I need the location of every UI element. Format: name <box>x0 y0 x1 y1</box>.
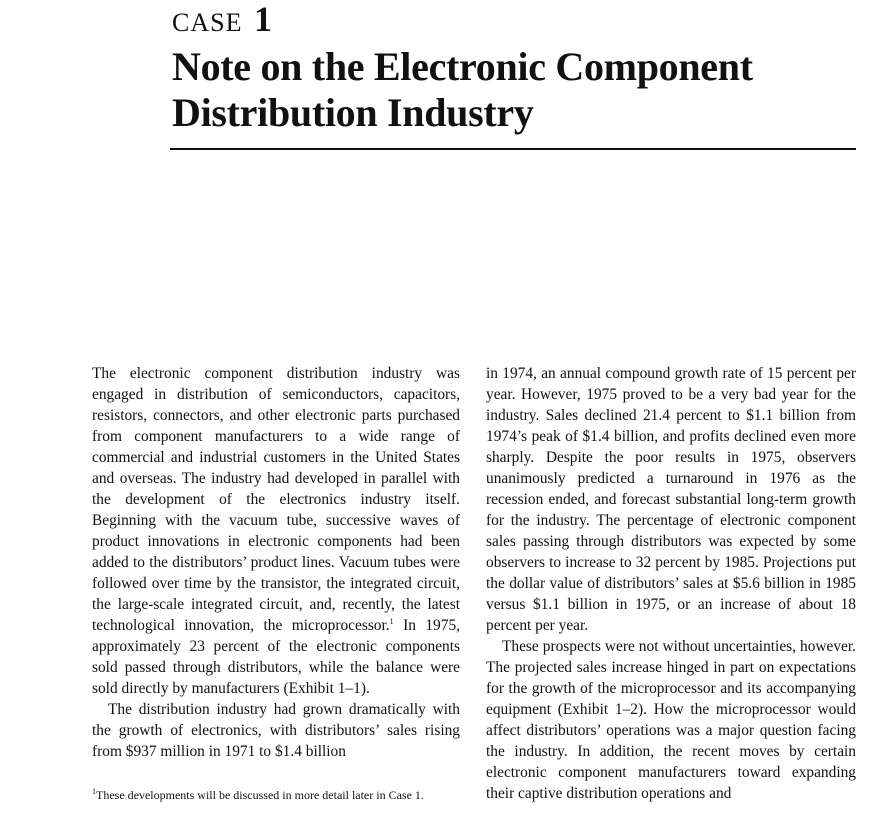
paragraph-intro-text-a: The electronic component distribution industry was engaged in distribution of semiconductors, capacitors, resistors, connectors, and other electronic parts purchased from component manufacturers to a wide range of commercial and industrial customers in the United States and overseas. The industry had developed in parallel with the development of the electronics industry itself. Beginning with the vacuum tube, successive waves of product innovations in electronic components had been added to the distributors’ product lines. Vacuum tubes were followed over time by the transistor, the integrated circuit, the large-scale integrated circuit, and, recently, the latest technological innovation, the microprocessor. <box>92 365 460 634</box>
footnote-marker: 1 <box>92 787 96 796</box>
page-title: Note on the Electronic Component Distribution Industry <box>172 44 753 135</box>
paragraph-growth-continued: in 1974, an annual compound growth rate of 15 percent per year. However, 1975 proved to be a very bad year for the industry. Sales declined 21.4 percent to $1.1 billion from 1974’s peak of $1.4 billion, and profits declined even more sharply. Despite the poor results in 1975, observers unanimously predicted a turnaround in 1976 as the recession ended, and forecast substantial long-term growth for the industry. The percentage of electronic component sales passing through distributors was expected by some observers to increase to 32 percent by 1985. Projections put the dollar value of distributors’ sales at $5.6 billion in 1985 versus $1.1 billion in 1975, or an increase of about 18 percent per year. <box>486 365 856 634</box>
right-column <box>486 363 856 804</box>
case-label <box>172 2 273 40</box>
footnote-ref: 1 <box>389 616 394 626</box>
title-rule <box>170 148 856 150</box>
paragraph-intro <box>92 363 460 699</box>
paragraph-uncertainties: These prospects were not without uncertainties, however. The projected sales increase hinged in part on expectations for the growth of the microprocessor and its accompanying equipment (Exhibit 1–2). How the microprocessor would affect distributors’ operations was a major question facing the industry. In addition, the recent moves by certain electronic component manufacturers toward expanding their captive distribution operations and <box>486 638 856 802</box>
paragraph-growth: The distribution industry had grown dramatically with the growth of electronics, with distributors’ sales rising from $937 million in 1971 to $1.4 billion <box>92 701 460 760</box>
case-word: CASE <box>172 8 243 37</box>
left-column <box>92 363 460 762</box>
footnote <box>92 787 460 803</box>
case-number: 1 <box>253 0 273 39</box>
paragraph-intro-text-b: In 1975, approximately 23 percent of the electronic components sold passed through distributors, while the balance were sold directly by manufacturers (Exhibit 1–1). <box>92 617 460 697</box>
footnote-text: These developments will be discussed in more detail later in Case 1. <box>96 788 424 802</box>
